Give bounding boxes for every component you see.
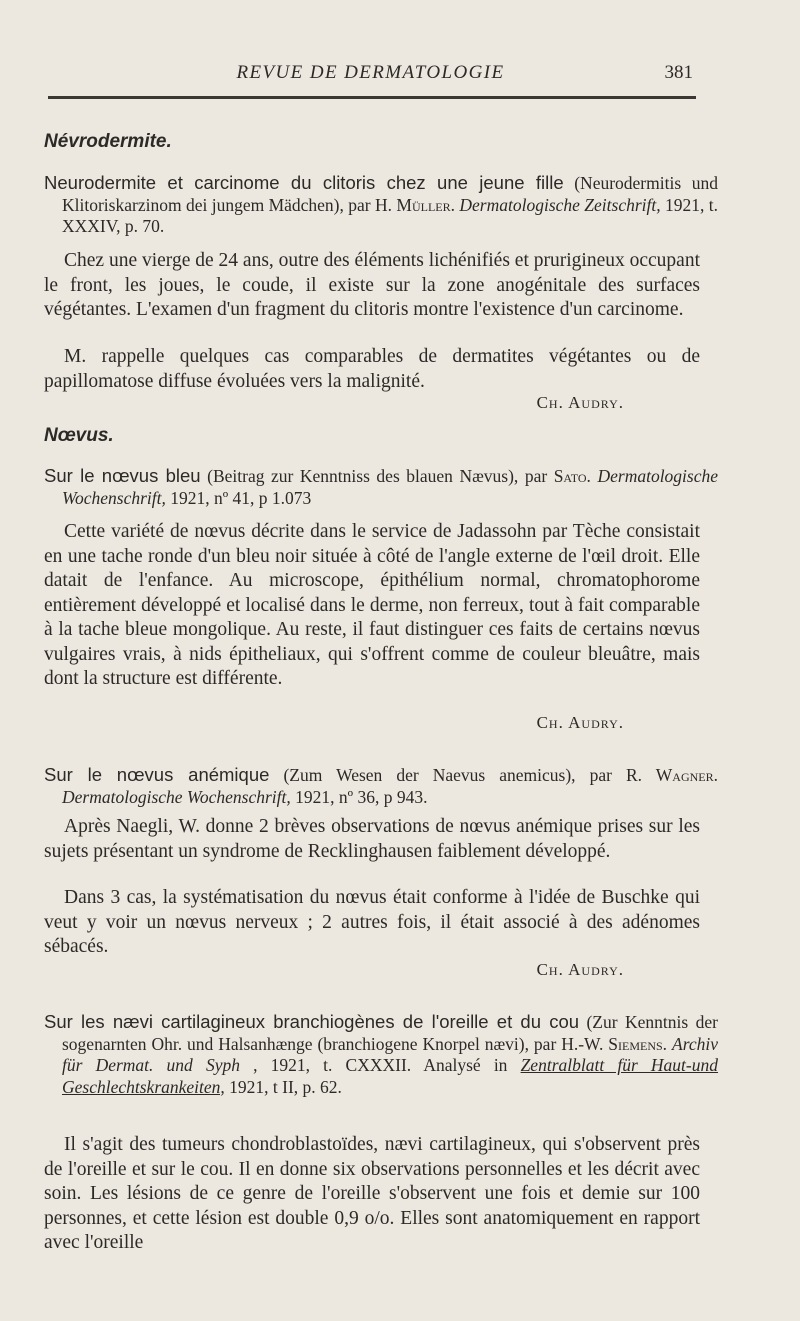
entry-citation: , 1921, t. CXXXII. Analysé in — [239, 1055, 521, 1075]
signature: Ch. Audry. — [536, 393, 624, 412]
paragraph: Dans 3 cas, la systématisation du nœvus était conforme à l'idée de Buschke qui veut y voir un nœvus nerveux ; 2 autres fois, il était associé à des adénomes sébacés. — [44, 887, 700, 957]
paragraph: Après Naegli, W. donne 2 brèves observations de nœvus anémique prises sur les sujets présentant un syndrome de Recklinghausen faiblement développé. — [44, 816, 700, 862]
entry-journal: Dermatologische Zeitschrift, — [459, 194, 661, 215]
entry-heading-naevus-bleu — [44, 465, 718, 509]
entry-reference: (Beitrag zur Kenntniss des blauen Nævus), par — [200, 466, 554, 486]
header-rule — [48, 96, 696, 99]
page-number: 381 — [664, 62, 693, 83]
entry-heading-naevi-cartilagineux — [44, 1011, 718, 1098]
paragraph: Il s'agit des tumeurs chondroblastoïdes, nævi cartilagineux, qui s'observent près de l'oreille et sur le cou. Il en donne six observations personnelles et les décrit avec soin. Les lésions de ce genre de l'oreille s'observent une fois et demie sur 100 personnes, et cette lésion est double 0,9 o/o. Elles sont anatomiquement en rapport avec l'oreille — [44, 1134, 700, 1253]
entry-heading-neurodermite — [44, 172, 718, 238]
entry-title: Neurodermite et carcinome du clitoris chez une jeune fille — [44, 172, 564, 193]
signature: Ch. Audry. — [536, 960, 624, 979]
paragraph: M. rappelle quelques cas comparables de dermatites végétantes ou de papillomatose diffuse évoluées vers la malignité. — [44, 346, 700, 392]
paragraph: Chez une vierge de 24 ans, outre des éléments lichénifiés et prurigineux occupant le front, les joues, le coude, il existe sur la zone anogénitale des surfaces végétantes. L'examen d'un fragment du clitoris montre l'existence d'un carcinome. — [44, 250, 700, 320]
entry-citation: 1921, nº 41, p 1.073 — [165, 487, 312, 508]
entry-author: Sato. — [553, 466, 591, 486]
entry-journal: Dermatologische Wochenschrift, — [62, 466, 719, 508]
entry-author: R. Wagner. — [625, 765, 718, 785]
entry-title: Sur le nœvus bleu — [44, 465, 201, 486]
entry-citation: 1921, t. XXXIV, p. 70. — [62, 194, 719, 236]
section-title-naevus: Nœvus. — [44, 425, 114, 446]
entry-citation: 1921, nº 36, p 943. — [290, 786, 428, 807]
entry-reference: (Neurodermitis und Klitoriskarzinom dei jungem Mädchen), par — [62, 173, 718, 215]
entry-title: Sur les nævi cartilagineux branchiogènes de l'oreille et du cou — [44, 1011, 580, 1032]
entry-heading-naevus-anemique — [44, 764, 718, 808]
entry-reference: (Zur Kenntnis der sogenarnten Ohr. und Halsanhænge (branchiogene Knorpel nævi), par — [62, 1012, 718, 1054]
paragraph: Cette variété de nœvus décrite dans le service de Jadassohn par Tèche consistait en une tache ronde d'un bleu noir située à côté de l'angle externe de l'œil droit. Elle datait de l'enfance. Au microscope, épithélium normal, chromatophorome entièrement développé et localisé dans le derme, non ferreux, tout à fait comparable à la tache bleue mongolique. Au reste, il faut distinguer ces faits de certains nœvus vulgaires vrais, à nids épitheliaux, qui s'offrent comme de couleur bleuâtre, mais dont la structure est différente. — [44, 521, 700, 689]
journal-title: REVUE DE DERMATOLOGIE — [236, 62, 505, 83]
entry-citation-secondary: 1921, t II, p. 62. — [224, 1076, 342, 1097]
entry-journal: Archiv für Dermat. und Syph — [62, 1033, 718, 1075]
signature: Ch. Audry. — [536, 713, 624, 732]
entry-title: Sur le nœvus anémique — [44, 764, 270, 785]
entry-journal-secondary: Zentralblatt für Haut-und Geschlechtskrankeiten, — [62, 1055, 718, 1097]
section-title-nevrodermite: Névrodermite. — [44, 131, 172, 152]
running-header — [48, 62, 693, 90]
entry-author: H.-W. Siemens. — [561, 1033, 668, 1054]
entry-author: H. Müller. — [375, 194, 455, 215]
entry-reference: (Zum Wesen der Naevus anemicus), par — [269, 765, 626, 785]
entry-journal: Dermatologische Wochenschrift, — [62, 786, 291, 807]
